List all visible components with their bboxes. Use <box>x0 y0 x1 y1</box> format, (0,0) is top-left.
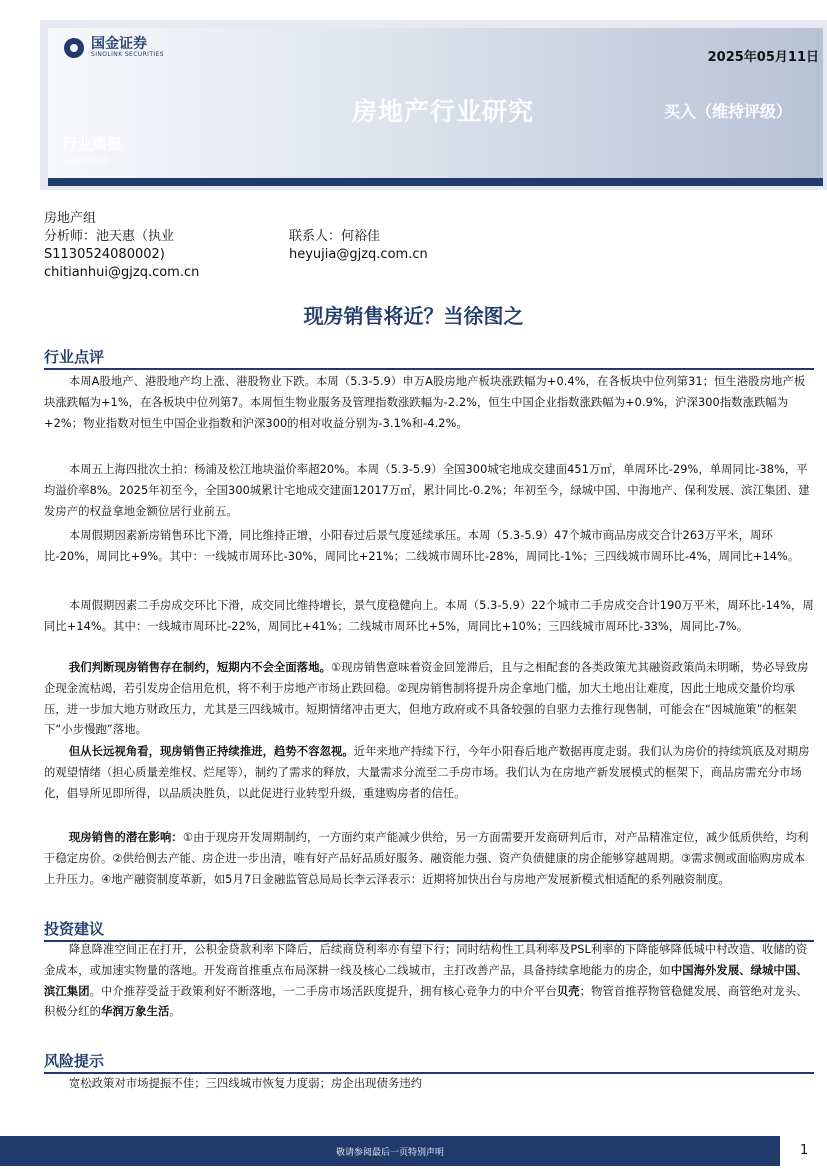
author-group: 房地产组 <box>44 211 97 226</box>
contact-block <box>289 228 428 264</box>
logo-name-cn: 国金证券 <box>91 36 147 52</box>
advice-text: ；物管首推荐物管稳健发展、商管绝对龙头、积极分红的 <box>44 984 808 1019</box>
review-paragraph-7 <box>44 828 816 890</box>
section-divider <box>44 368 814 370</box>
paragraph-body: 近年来地产持续下行，今年小阳春后地产数据再度走弱。我们认为房价的持续筑底及对期房的观望情绪（担心质量差维权、烂尾等），制约了需求的释放，大量需求分流至二手房市场。我们认为在房地产新发展模式的框架下，商品房需充分市场化，倡导所见即所得，以品质决胜负，以此促进行业转型升级，重建购房者的信任。 <box>44 745 810 800</box>
analyst-email: chitianhui@gjzq.com.cn <box>44 265 200 280</box>
header-bottom-bar <box>48 178 823 186</box>
review-paragraph-6 <box>44 742 816 804</box>
logo-icon <box>64 38 84 58</box>
report-date: 2025年05月11日 <box>707 50 819 65</box>
contact-email: heyujia@gjzq.com.cn <box>289 247 428 262</box>
footer-disclaimer: 敬请参阅最后一页特别声明 <box>335 1148 444 1158</box>
paragraph-lead: 我们判断现房销售存在制约，短期内不会全面落地。 <box>68 661 331 674</box>
advice-highlight: 贝壳 <box>556 984 580 998</box>
company-logo <box>64 37 164 59</box>
risk-paragraph: 宽松政策对市场提振不佳；三四线城市恢复力度弱；房企出现债务违约 <box>68 1077 423 1090</box>
review-paragraph-3: 本周假期因素新房销售环比下滑，同比维持正增，小阳春过后景气度延续承压。本周（5.3-5.9）47个城市商品房成交合计263万平米，周环比-20%，周同比+9%。其中：一线城市周环比-30%，周同比+21%；二线城市周环比-28%，周同比-1%；三四线城市周环比-4%，周同比+14%。 <box>44 529 800 563</box>
logo-name-en: SINOLINK SECURITIES <box>91 51 164 58</box>
page-number: 1 <box>800 1143 809 1158</box>
analyst-name: 分析师：池天惠（执业 <box>44 229 175 244</box>
section-risk <box>44 1050 804 1071</box>
section-advice <box>44 918 804 939</box>
section-title: 投资建议 <box>44 920 105 938</box>
review-paragraph-5 <box>44 658 816 741</box>
paragraph-lead: 现房销售的潜在影响： <box>68 831 183 844</box>
report-subtitle: 证券研究报告 <box>62 157 110 166</box>
paragraph-body: ①现房销售意味着资金回笼滞后，且与之相配套的各类政策尤其融资政策尚未明晰，势必导致房企现金流枯竭，若引发房企信用危机，将不利于房地产市场止跌回稳。②现房销售制将提升房企拿地门槛，加大土地出让难度，因此土地成交量价均承压，进一步加大地方财政压力，尤其是三四线城市。短期情绪冲击更大，但地方政府或不具备较强的自驱力去推行现售制，可能会在“因城施策”的框架下“小步慢跑”落地。 <box>44 661 809 737</box>
section-review <box>44 346 804 367</box>
report-type: 行业周报 <box>62 135 123 153</box>
advice-highlight: 中国海外发展、绿城中国、滨江集团 <box>44 963 808 998</box>
advice-highlight: 华润万象生活 <box>101 1005 170 1019</box>
review-paragraph-1: 本周A股地产、港股地产均上涨、港股物业下跌。本周（5.3-5.9）申万A股房地产板块涨跌幅为+0.4%，在各板块中位列第31；恒生港股房地产板块涨跌幅为+1%，在各板块中位列第7。本周恒生物业服务及管理指数涨跌幅为-2.2%，恒生中国企业指数涨跌幅为+0.9%，沪深300指数涨跌幅为+2%；物业指数对恒生中国企业指数和沪深300的相对收益分别为-3.1%和-4.2%。 <box>44 375 806 430</box>
section-title: 风险提示 <box>44 1052 105 1070</box>
paragraph-lead: 但从长远视角看，现房销售正持续推进，趋势不容忽视。 <box>68 745 354 758</box>
advice-text: 。 <box>169 1005 181 1019</box>
report-title: 房地产行业研究 <box>352 97 535 126</box>
review-paragraph-4: 本周假期因素二手房成交环比下滑，成交同比维持增长，景气度稳健向上。本周（5.3-5.9）22个城市二手房成交合计190万平米，周环比-14%，周同比+14%。其中：一线城市周环比-22%，周同比+41%；二线城市周环比+5%，周同比+10%；三四线城市周环比-33%，周同比-7%。 <box>44 599 814 633</box>
analyst-license: S1130524080002) <box>44 247 165 262</box>
author-block <box>44 210 428 282</box>
advice-paragraph <box>44 940 816 1023</box>
rating-label: 买入（维持评级） <box>664 102 793 121</box>
paragraph-body: ①由于现房开发周期制约，一方面约束产能减少供给，另一方面需要开发商研判后市，对产品精准定位，减少低质供给，均利于稳定房价。②供给侧去产能、房企进一步出清，唯有好产品好品质好服务、融资能力强、资产负债健康的房企能够穿越周期。③需求侧或面临购房成本上升压力。④地产融资制度革新，如5月7日金融监管总局局长李云泽表示：近期将加快出台与房地产发展新模式相适配的系列融资制度。 <box>44 831 809 886</box>
advice-text: 降息降准空间正在打开，公积金贷款利率下降后，后续商贷利率亦有望下行；同时结构性工具利率及PSL利率的下降能够降低城中村改造、收储的资金成本，或加速实物量的落地。开发商首推重点布局深耕一线及核心二线城市，主打改善产品，具备持续拿地能力的房企，如 <box>44 943 808 977</box>
section-title: 行业点评 <box>44 348 105 366</box>
report-headline: 现房销售将近？当徐图之 <box>303 304 524 328</box>
advice-text: 。中介推荐受益于政策利好不断落地，一二手房市场活跃度提升，拥有核心竞争力的中介平台 <box>89 984 557 998</box>
contact-name: 联系人：何裕佳 <box>289 229 381 244</box>
review-paragraph-2: 本周五上海四批次土拍：杨浦及松江地块溢价率超20%。本周（5.3-5.9）全国300城宅地成交建面451万㎡，单周环比-29%，单周同比-38%，平均溢价率8%。2025年初至今，全国300城累计宅地成交建面12017万㎡，累计同比-0.2%；年初至今，绿城中国、中海地产、保利发展、滨江集团、建发房产的权益拿地金额位居行业前五。 <box>44 463 810 518</box>
